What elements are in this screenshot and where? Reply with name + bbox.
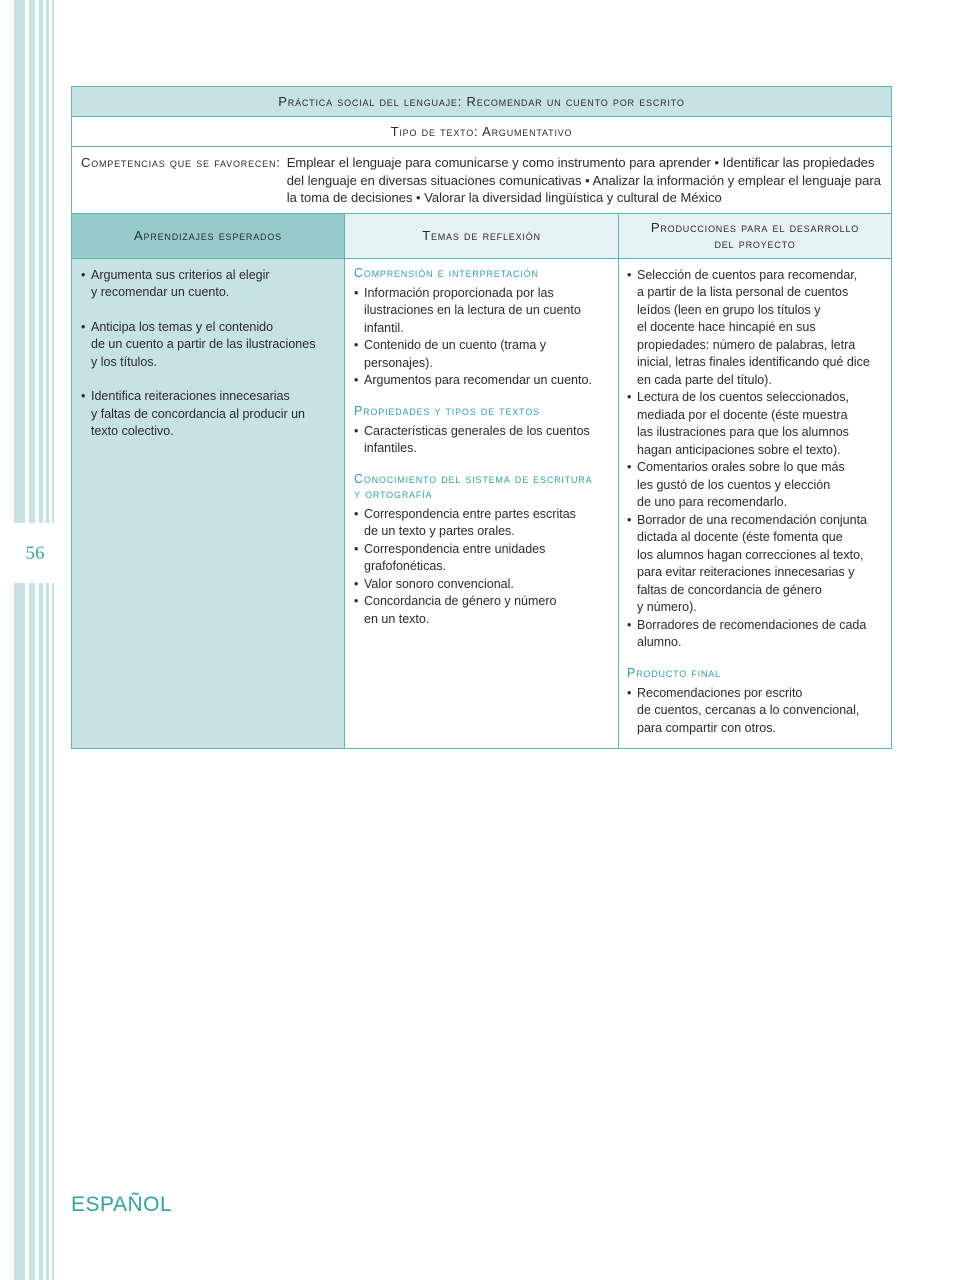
- list-item: [81, 319, 334, 372]
- header-learnings: Aprendizajes esperados: [134, 227, 282, 243]
- bullet-mark: •: [81, 267, 86, 282]
- list-item: [354, 285, 608, 338]
- list-item: [354, 541, 608, 576]
- list-item: [81, 267, 334, 302]
- column-headers: [72, 214, 891, 259]
- topic-section-heading: Propiedades y tipos de textos: [354, 403, 540, 418]
- table-body: [72, 259, 891, 748]
- bullet-mark: •: [354, 541, 359, 556]
- list-item-text: Selección de cuentos para recomendar, a partir de la lista personal de cuentos leídos (leen en grupo los títulos y el docente hace hincapié en sus propiedades: número de palabras, letra inicial, letras finales identificando qué dice en cada parte del título).: [637, 267, 870, 387]
- practice-title: Práctica social del lenguaje: Recomendar un cuento por escrito: [278, 94, 685, 109]
- bullet-mark: •: [354, 594, 359, 608]
- curriculum-table: [71, 86, 892, 749]
- list-item: [354, 593, 608, 628]
- list-item-text: Argumentos para recomendar un cuento.: [364, 373, 592, 387]
- bullet-mark: •: [354, 576, 359, 591]
- list-item: [627, 685, 881, 738]
- final-product-heading: Producto final: [627, 665, 721, 680]
- left-stripes: [0, 0, 60, 1280]
- bullet-mark: •: [627, 512, 632, 527]
- list-item-text: Borradores de recomendaciones de cada alumno.: [637, 617, 867, 649]
- text-type-row: [72, 117, 891, 147]
- bullet-mark: •: [627, 685, 632, 700]
- list-item-text: Argumenta sus criterios al elegir y recomendar un cuento.: [91, 267, 270, 299]
- bullet-mark: •: [354, 373, 359, 387]
- list-item-text: Anticipa los temas y el contenido de un cuento a partir de las ilustraciones y los títulos.: [91, 319, 316, 369]
- list-item-text: Correspondencia entre partes escritas de un texto y partes orales.: [364, 506, 576, 538]
- learnings-column: [72, 259, 345, 748]
- list-item-text: Valor sonoro convencional.: [364, 576, 514, 591]
- bullet-mark: •: [627, 617, 632, 632]
- topics-column: [345, 259, 619, 748]
- list-item: [627, 512, 881, 617]
- list-item-text: Correspondencia entre unidades grafofonéticas.: [364, 541, 546, 573]
- header-topics: Temas de reflexión: [422, 227, 541, 243]
- list-item-text: Información proporcionada por las ilustraciones en la lectura de un cuento infantil.: [364, 285, 581, 335]
- list-item: [354, 423, 608, 458]
- bullet-mark: •: [627, 390, 632, 404]
- bullet-mark: •: [627, 460, 632, 474]
- list-item-text: Identifica reiteraciones innecesarias y faltas de concordancia al producir un texto colectivo.: [91, 389, 306, 438]
- productions-column: [619, 259, 891, 748]
- list-item-text: Contenido de un cuento (trama y personajes).: [364, 338, 547, 370]
- list-item-text: Lectura de los cuentos seleccionados, mediada por el docente (éste muestra las ilustraciones para que los alumnos hagan anticipaciones sobre el texto).: [637, 390, 849, 457]
- list-item: [627, 389, 881, 459]
- bullet-mark: •: [354, 423, 359, 438]
- competencies-label: Competencias que se favorecen:: [81, 155, 281, 170]
- bullet-mark: •: [354, 285, 359, 300]
- bullet-mark: •: [627, 267, 632, 282]
- list-item: [354, 337, 608, 372]
- list-item: [627, 459, 881, 512]
- list-item-text: Concordancia de género y número en un texto.: [364, 594, 557, 626]
- text-type: Tipo de texto: Argumentativo: [390, 124, 573, 139]
- list-item-text: Características generales de los cuentos infantiles.: [364, 423, 590, 455]
- page-number: 56: [25, 543, 45, 564]
- list-item: [627, 617, 881, 652]
- list-item: [354, 576, 608, 594]
- list-item-text: Comentarios orales sobre lo que más les gustó de los cuentos y elección de uno para recomendarlo.: [637, 460, 845, 509]
- list-item-text: Recomendaciones por escrito de cuentos, cercanas a lo convencional, para compartir con otros.: [637, 685, 860, 735]
- topic-section-heading: Comprensión e interpretación: [354, 265, 539, 280]
- topic-section-heading: Conocimiento del sistema de escritura y ortografía: [354, 471, 593, 501]
- list-item: [354, 372, 608, 390]
- subject-title: ESPAÑOL: [71, 1193, 173, 1216]
- practice-row: [72, 87, 891, 117]
- bullet-mark: •: [354, 506, 359, 521]
- bullet-mark: •: [81, 389, 86, 403]
- list-item-text: Borrador de una recomendación conjunta dictada al docente (éste fomenta que los alumnos hagan correcciones al texto, para evitar reiteraciones innecesarias y faltas de concordancia de género y número).: [637, 512, 868, 614]
- bullet-mark: •: [354, 338, 359, 352]
- competencies-row: [72, 147, 891, 214]
- competencies-text: Emplear el lenguaje para comunicarse y como instrumento para aprender • Identificar las propiedades del lenguaje en diversas situaciones comunicativas • Analizar la información y emplear el lenguaje para la toma de decisiones • Valorar la diversidad lingüística y cultural de México: [286, 155, 881, 205]
- list-item: [81, 388, 334, 441]
- list-item: [627, 267, 881, 390]
- header-productions: Producciones para el desarrollo del proyecto: [650, 219, 860, 251]
- bullet-mark: •: [81, 319, 86, 334]
- list-item: [354, 506, 608, 541]
